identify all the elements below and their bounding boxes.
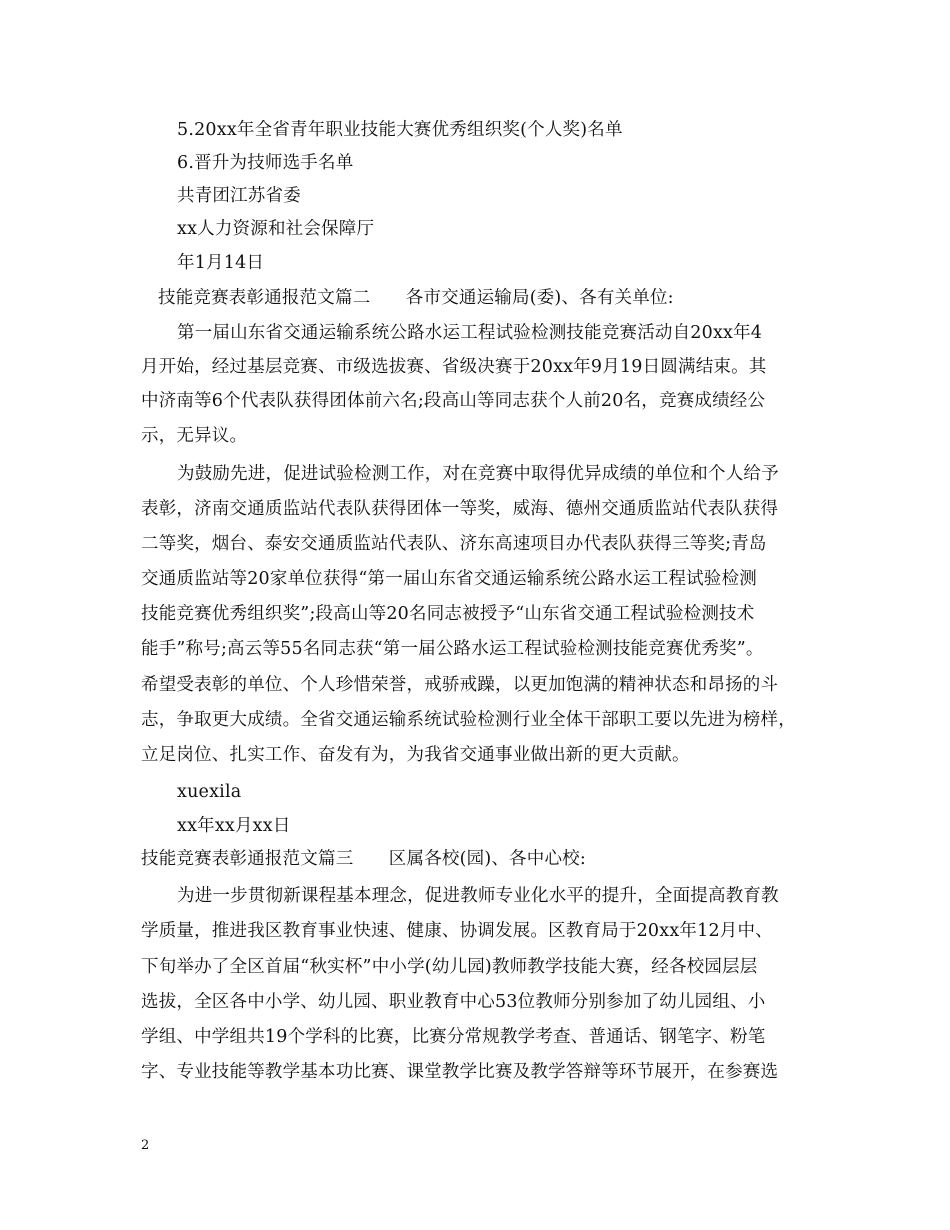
signature-org-1: 共青团江苏省委 xyxy=(177,186,301,206)
signature-org-2: xx人力资源和社会保障厅 xyxy=(177,219,375,239)
paragraph-line: 示，无异议。 xyxy=(141,426,248,446)
paragraph-line: 下旬举办了全区首届“秋实杯”中小学(幼儿园)教师教学技能大赛，经各校园层层 xyxy=(141,957,758,977)
paragraph-line: 学质量，推进我区教育事业快速、健康、协调发展。区教育局于20xx年12月中、 xyxy=(141,921,773,941)
page-number: 2 xyxy=(141,1138,150,1153)
paragraph-line: 技能竞赛优秀组织奖”;段高山等20名同志被授予“山东省交通工程试验检测技术 xyxy=(141,604,755,624)
paragraph-line: 第一届山东省交通运输系统公路水运工程试验检测技能竞赛活动自20xx年4 xyxy=(177,323,763,343)
paragraph-line: 中济南等6个代表队获得团体前六名;段高山等同志获个人前20名，竞赛成绩经公 xyxy=(141,391,766,411)
paragraph-line: 为鼓励先进，促进试验检测工作，对在竞赛中取得优异成绩的单位和个人给予 xyxy=(177,464,779,484)
list-item-6: 6.晋升为技师选手名单 xyxy=(177,153,354,173)
list-item-5: 5.20xx年全省青年职业技能大赛优秀组织奖(个人奖)名单 xyxy=(177,120,623,140)
paragraph-line: 二等奖，烟台、泰安交通质监站代表队、济东高速项目办代表队获得三等奖;青岛 xyxy=(141,534,767,554)
paragraph-line: 能手”称号;高云等55名同志获“第一届公路水运工程试验检测技能竞赛优秀奖”。 xyxy=(141,639,764,659)
paragraph-line: 为进一步贯彻新课程基本理念，促进教师专业化水平的提升，全面提高教育教 xyxy=(177,886,779,906)
paragraph-line: 学组、中学组共19个学科的比赛，比赛分常规教学考查、普通话、钢笔字、粉笔 xyxy=(141,1027,766,1047)
section-heading-3: 技能竞赛表彰通报范文篇三 区属各校(园)、各中心校: xyxy=(141,849,586,869)
paragraph-line: 表彰，济南交通质监站代表队获得团体一等奖，威海、德州交通质监站代表队获得 xyxy=(141,499,779,519)
signature-date: xx年xx月xx日 xyxy=(177,816,291,836)
paragraph-line: 希望受表彰的单位、个人珍惜荣誉，戒骄戒躁，以更加饱满的精神状态和昂扬的斗 xyxy=(141,675,779,695)
signature-date: 年1月14日 xyxy=(177,253,265,273)
signature-name: xuexila xyxy=(177,782,242,802)
paragraph-line: 选拔，全区各中小学、幼儿园、职业教育中心53位教师分别参加了幼儿园组、小 xyxy=(141,992,766,1012)
paragraph-line: 月开始，经过基层竞赛、市级选拔赛、省级决赛于20xx年9月19日圆满结束。其 xyxy=(141,357,767,377)
paragraph-line: 字、专业技能等教学基本功比赛、课堂教学比赛及教学答辩等环节展开，在参赛选 xyxy=(141,1062,779,1082)
section-heading-2: 技能竞赛表彰通报范文篇二 各市交通运输局(委)、各有关单位: xyxy=(158,288,674,308)
paragraph-line: 立足岗位、扎实工作、奋发有为，为我省交通事业做出新的更大贡献。 xyxy=(141,745,690,765)
paragraph-line: 志，争取更大成绩。全省交通运输系统试验检测行业全体干部职工要以先进为榜样， xyxy=(141,710,796,730)
paragraph-line: 交通质监站等20家单位获得“第一届山东省交通运输系统公路水运工程试验检测 xyxy=(141,569,757,589)
